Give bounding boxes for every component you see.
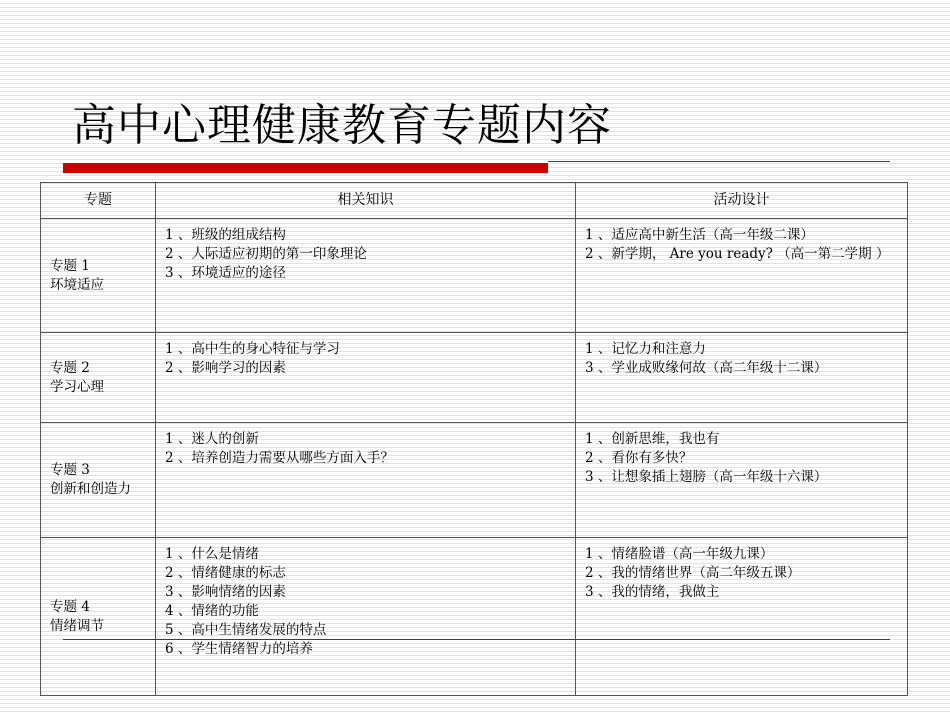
knowledge-item: 3 、影响情绪的因素 <box>165 584 286 600</box>
header-topic: 专题 <box>41 183 156 219</box>
knowledge-item: 6 、学生情绪智力的培养 <box>165 641 313 657</box>
activity-item: 2 、看你有多快？ <box>585 450 693 466</box>
title-underline-line <box>548 161 890 162</box>
topic-name: 创新和创造力 <box>50 481 131 497</box>
topic-number: 专题 2 <box>50 359 90 376</box>
knowledge-item: 2 、影响学习的因素 <box>165 360 286 376</box>
title-underline-bar <box>63 163 548 173</box>
knowledge-cell <box>156 423 576 538</box>
knowledge-cell <box>156 538 576 696</box>
footer-divider-line <box>63 639 890 640</box>
table-row <box>41 219 908 333</box>
activity-item: 2 、我的情绪世界（高二年级五课） <box>585 565 801 581</box>
knowledge-item: 1 、班级的组成结构 <box>165 227 286 243</box>
knowledge-item: 2 、培养创造力需要从哪些方面入手？ <box>165 450 394 466</box>
activity-item: 3 、让想象插上翅膀（高一年级十六课） <box>585 469 828 485</box>
table-header-row <box>41 183 908 219</box>
knowledge-cell <box>156 219 576 333</box>
activity-item: 2 、新学期， Are you ready? （高一第二学期 ） <box>585 246 890 262</box>
knowledge-cell <box>156 333 576 423</box>
activities-cell <box>576 219 908 333</box>
activity-item: 1 、情绪脸谱（高一年级九课） <box>585 546 774 562</box>
topic-cell <box>41 333 156 423</box>
header-activities: 活动设计 <box>576 183 908 219</box>
knowledge-item: 3 、环境适应的途径 <box>165 265 286 281</box>
activities-cell <box>576 423 908 538</box>
activity-item: 1 、创新思维，我也有 <box>585 431 720 447</box>
knowledge-item: 2 、情绪健康的标志 <box>165 565 286 581</box>
knowledge-item: 4 、情绪的功能 <box>165 603 259 619</box>
topic-name: 学习心理 <box>50 378 104 395</box>
activity-item: 1 、适应高中新生活（高一年级二课） <box>585 227 814 243</box>
header-knowledge: 相关知识 <box>156 183 576 219</box>
activities-cell <box>576 538 908 696</box>
topics-table <box>40 182 908 696</box>
topic-cell <box>41 423 156 538</box>
topic-cell <box>41 219 156 333</box>
topic-number: 专题 3 <box>50 462 90 478</box>
activity-item: 1 、记忆力和注意力 <box>585 341 706 357</box>
table-row <box>41 538 908 696</box>
knowledge-item: 1 、高中生的身心特征与学习 <box>165 341 340 357</box>
topic-cell <box>41 538 156 696</box>
topic-name: 情绪调节 <box>50 617 104 634</box>
knowledge-item: 1 、迷人的创新 <box>165 431 259 447</box>
knowledge-item: 1 、什么是情绪 <box>165 546 259 562</box>
knowledge-item: 2 、人际适应初期的第一印象理论 <box>165 246 367 262</box>
table-row <box>41 423 908 538</box>
activities-cell <box>576 333 908 423</box>
activity-item: 3 、学业成败缘何故（高二年级十二课） <box>585 360 828 376</box>
table-row <box>41 333 908 423</box>
slide-title: 高中心理健康教育专题内容 <box>72 100 612 151</box>
knowledge-item: 5 、高中生情绪发展的特点 <box>165 622 327 638</box>
topic-number: 专题 1 <box>50 257 90 274</box>
topic-name: 环境适应 <box>50 276 104 293</box>
activity-item: 3 、我的情绪，我做主 <box>585 584 720 600</box>
topic-number: 专题 4 <box>50 598 90 615</box>
